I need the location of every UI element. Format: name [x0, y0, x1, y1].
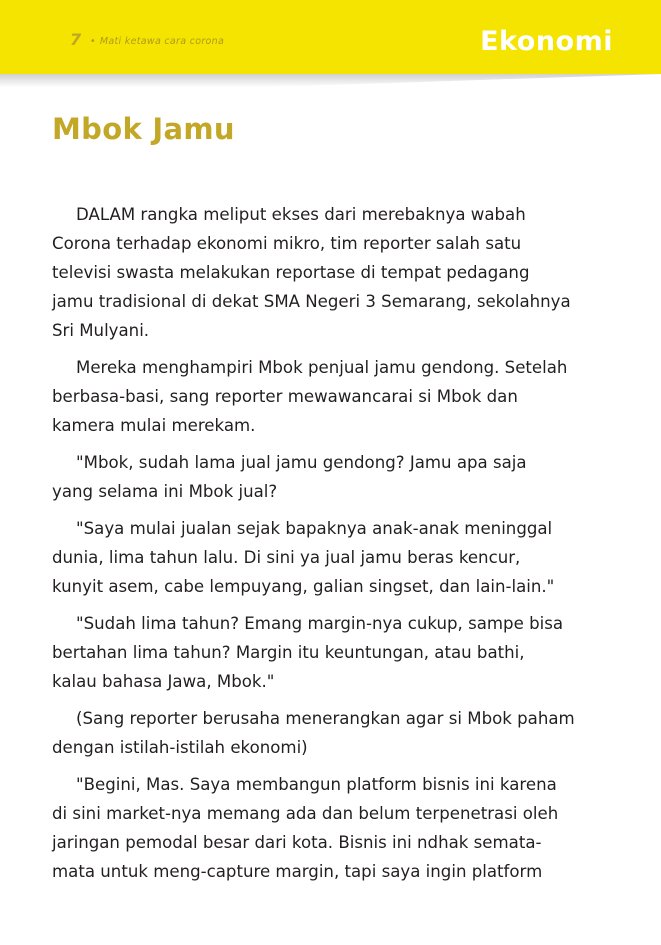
text-line: Mereka menghampiri Mbok penjual jamu gendong. Setelah — [76, 358, 568, 377]
text-line: DALAM rangka meliput ekses dari merebaknya wabah — [76, 205, 526, 224]
article-body — [52, 200, 617, 894]
text-line: Corona terhadap ekonomi mikro, tim reporter salah satu — [52, 234, 522, 253]
running-title-text: Mati ketawa cara corona — [99, 36, 225, 47]
paragraph — [52, 448, 617, 506]
paragraph — [52, 514, 617, 601]
text-line: jaringan pemodal besar dari kota. Bisnis ini ndhak semata- — [52, 833, 542, 852]
text-line: mata untuk meng-capture margin, tapi saya ingin platform — [52, 862, 543, 881]
text-line: kamera mulai merekam. — [52, 416, 256, 435]
text-line: jamu tradisional di dekat SMA Negeri 3 Semarang, sekolahnya — [52, 292, 571, 311]
text-line: Sri Mulyani. — [52, 321, 150, 340]
text-line: dunia, lima tahun lalu. Di sini ya jual jamu beras kencur, — [52, 548, 521, 567]
paragraph — [52, 770, 617, 886]
header-shadow — [0, 74, 661, 96]
text-line: yang selama ini Mbok jual? — [52, 482, 278, 501]
section-name: Ekonomi — [480, 26, 613, 57]
text-line: "Mbok, sudah lama jual jamu gendong? Jamu apa saja — [76, 453, 527, 472]
text-line: "Begini, Mas. Saya membangun platform bisnis ini karena — [76, 775, 557, 794]
text-line: "Saya mulai jualan sejak bapaknya anak-anak meninggal — [76, 519, 553, 538]
text-line: bertahan lima tahun? Margin itu keuntungan, atau bathi, — [52, 643, 525, 662]
paragraph — [52, 200, 617, 345]
bullet-separator: • — [90, 36, 96, 47]
running-title — [90, 36, 224, 47]
paragraph — [52, 353, 617, 440]
article-title: Mbok Jamu — [52, 112, 235, 146]
text-line: dengan istilah-istilah ekonomi) — [52, 738, 308, 757]
text-line: (Sang reporter berusaha menerangkan agar si Mbok paham — [76, 709, 575, 728]
text-line: "Sudah lima tahun? Emang margin-nya cukup, sampe bisa — [76, 614, 564, 633]
paragraph — [52, 609, 617, 696]
text-line: kalau bahasa Jawa, Mbok." — [52, 672, 275, 691]
text-line: kunyit asem, cabe lempuyang, galian singset, dan lain-lain." — [52, 577, 555, 596]
paragraph — [52, 704, 617, 762]
text-line: televisi swasta melakukan reportase di tempat pedagang — [52, 263, 530, 282]
text-line: berbasa-basi, sang reporter mewawancarai si Mbok dan — [52, 387, 518, 406]
text-line: di sini market-nya memang ada dan belum terpenetrasi oleh — [52, 804, 559, 823]
page-number: 7 — [70, 30, 82, 49]
